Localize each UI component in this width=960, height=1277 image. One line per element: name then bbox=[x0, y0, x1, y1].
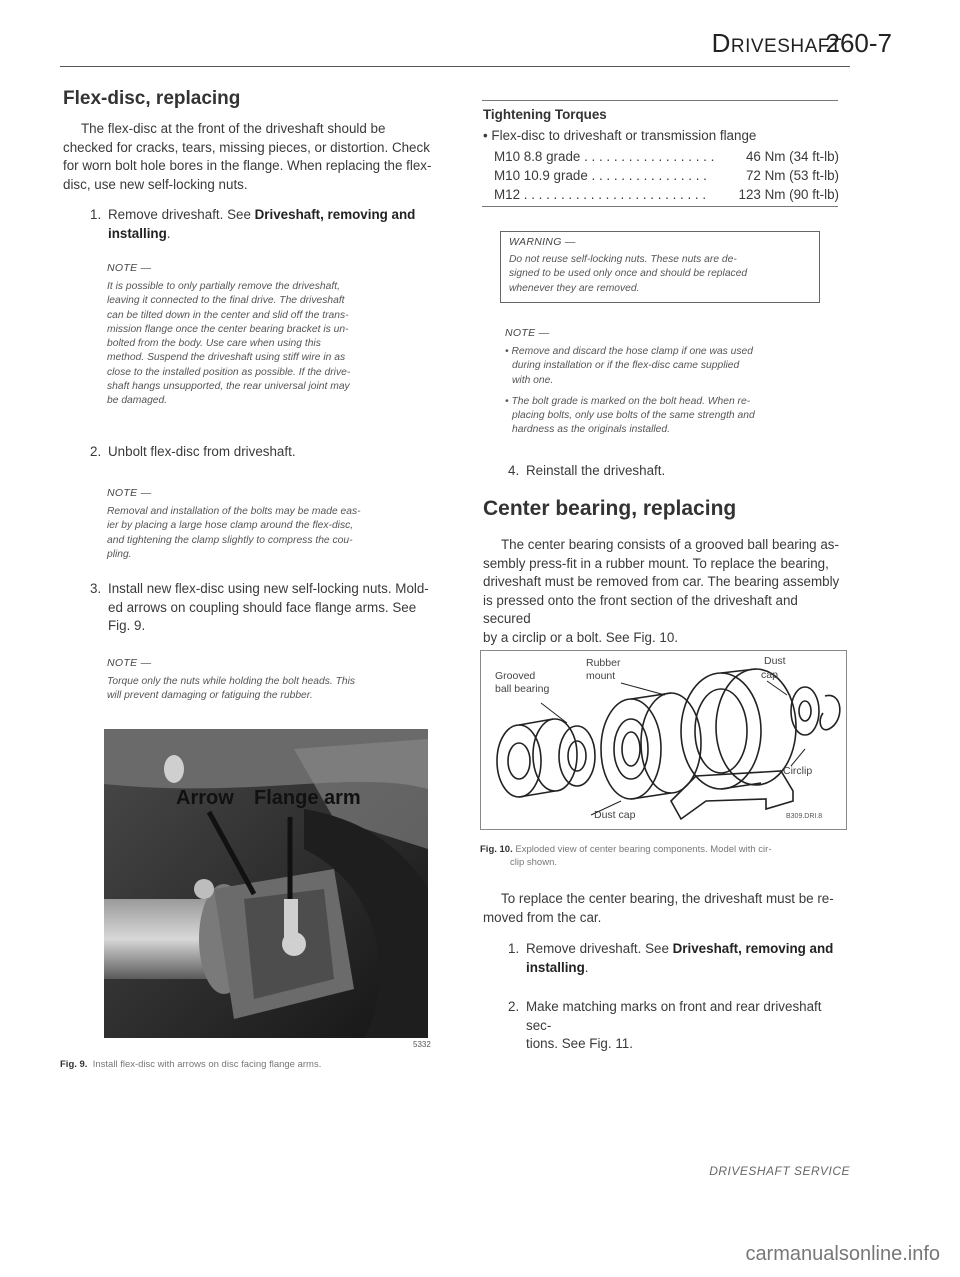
torque-value: 123 Nm (90 ft-lb) bbox=[738, 187, 839, 202]
torque-item: M10 8.8 grade bbox=[494, 149, 581, 164]
step-number: 4. bbox=[508, 463, 520, 478]
diagram-code: B309.DRI.8 bbox=[786, 813, 823, 820]
step-1 bbox=[90, 206, 440, 243]
center-bearing-intro bbox=[483, 536, 845, 647]
step-text-end: . bbox=[584, 959, 589, 975]
diagram-label-cap: cap bbox=[761, 669, 778, 681]
step-text: Remove driveshaft. See bbox=[526, 941, 673, 956]
paragraph-line: To replace the center bearing, the driveshaft must be re- bbox=[501, 891, 834, 906]
warning-label: WARNING — bbox=[509, 236, 576, 248]
procedure-link[interactable]: installing bbox=[108, 225, 167, 241]
step-text: Reinstall the driveshaft. bbox=[526, 463, 666, 478]
note-line: • Remove and discard the hose clamp if one was used bbox=[505, 346, 754, 357]
step-text-end: . bbox=[166, 225, 171, 241]
center-bearing-diagram bbox=[480, 650, 847, 830]
diagram-label-circlip: Circlip bbox=[783, 765, 813, 777]
warning-text bbox=[509, 253, 811, 296]
step-2 bbox=[90, 443, 440, 462]
note-line: can be tilted down in the center and slid off the trans- bbox=[107, 309, 349, 321]
running-head-rest: RIVESHAFT bbox=[730, 36, 842, 57]
torque-item: M10 10.9 grade bbox=[494, 168, 588, 183]
diagram-label-rubber: Rubber bbox=[586, 657, 621, 669]
note-line: will prevent damaging or fatiguing the rubber. bbox=[107, 690, 313, 702]
note-line: It is possible to only partially remove the driveshaft, bbox=[107, 281, 340, 292]
diagram-label-dust-cap: Dust cap bbox=[594, 809, 636, 821]
note-text bbox=[107, 280, 432, 409]
photo-code: 5332 bbox=[413, 1040, 431, 1049]
intro-line: driveshaft must be removed from car. The bearing assembly bbox=[483, 574, 840, 589]
running-head bbox=[712, 28, 842, 59]
fig-9-caption bbox=[60, 1058, 440, 1071]
note-text bbox=[107, 505, 432, 562]
figure-label: Fig. 10. bbox=[480, 844, 513, 855]
r-step-2 bbox=[508, 998, 848, 1054]
diagram-label-grooved: Grooved bbox=[495, 670, 536, 682]
note-2 bbox=[107, 487, 432, 562]
torque-title: Tightening Torques bbox=[483, 107, 607, 122]
step-text: Unbolt flex-disc from driveshaft. bbox=[108, 444, 296, 459]
note-bullet-1 bbox=[505, 345, 835, 388]
note-bullet-2 bbox=[505, 395, 835, 438]
replace-paragraph bbox=[483, 890, 845, 927]
note-3 bbox=[107, 657, 432, 704]
step-line: tions. See Fig. 11. bbox=[526, 1036, 633, 1051]
section-title-flex-disc: Flex-disc, replacing bbox=[63, 88, 241, 109]
step-number: 2. bbox=[90, 444, 102, 459]
step-number: 3. bbox=[90, 581, 102, 596]
note-line: method. Suspend the driveshaft using stiff wire in as bbox=[107, 352, 346, 364]
photo-label-flange-arm: Flange arm bbox=[254, 787, 361, 809]
header-rule bbox=[60, 66, 850, 67]
step-line: ed arrows on coupling should face flange arms. See bbox=[108, 599, 417, 615]
intro-line: by a circlip or a bolt. See Fig. 10. bbox=[483, 629, 679, 645]
warning-line: Do not reuse self-locking nuts. These nuts are de- bbox=[509, 254, 737, 265]
torque-row bbox=[494, 147, 839, 166]
figure-caption-text: Install flex-disc with arrows on disc facing flange arms. bbox=[92, 1059, 322, 1070]
photo-flex-disc bbox=[104, 729, 428, 1038]
step-3 bbox=[90, 580, 442, 636]
step-line: Install new flex-disc using new self-locking nuts. Mold- bbox=[108, 581, 429, 596]
note-line: Removal and installation of the bolts may be made eas- bbox=[107, 506, 361, 517]
section-title-center-bearing: Center bearing, replacing bbox=[483, 497, 737, 520]
figure-caption-text: clip shown. bbox=[510, 857, 557, 868]
note-label: NOTE — bbox=[505, 327, 550, 339]
note-label: NOTE — bbox=[107, 657, 152, 669]
warning-line: whenever they are removed. bbox=[509, 282, 640, 294]
torque-bottom-rule bbox=[482, 206, 838, 207]
diagram-label-mount: mount bbox=[586, 670, 616, 682]
photo-illustration bbox=[104, 729, 428, 1038]
intro-line: disc, use new self-locking nuts. bbox=[63, 176, 248, 192]
intro-line: The center bearing consists of a grooved ball bearing as- bbox=[501, 537, 839, 552]
footer-section-title: DRIVESHAFT SERVICE bbox=[709, 1164, 850, 1178]
step-number: 1. bbox=[508, 941, 520, 956]
procedure-link[interactable]: Driveshaft, removing and bbox=[672, 941, 834, 956]
exploded-bearing-drawing bbox=[481, 651, 846, 829]
torque-row bbox=[494, 166, 839, 185]
diagram-label-ball-bearing: ball bearing bbox=[495, 683, 550, 695]
torque-dots: . . . . . . . . . . . . . . . . . . . . . . . . . bbox=[520, 187, 710, 202]
note-line: and tightening the clamp slightly to compress the cou- bbox=[107, 534, 353, 546]
intro-line: The flex-disc at the front of the driveshaft should be bbox=[81, 121, 386, 136]
note-line: placing bolts, only use bolts of the same strength and bbox=[512, 410, 755, 422]
note-line: be damaged. bbox=[107, 395, 168, 407]
torque-bullet: • Flex-disc to driveshaft or transmission flange bbox=[483, 128, 757, 143]
step-number: 2. bbox=[508, 999, 520, 1014]
running-head-initial: D bbox=[711, 28, 731, 58]
note-right bbox=[505, 327, 835, 438]
procedure-link[interactable]: installing bbox=[526, 959, 585, 975]
warning-line: signed to be used only once and should be replaced bbox=[509, 268, 748, 280]
note-line: during installation or if the flex-disc came supplied bbox=[512, 360, 740, 372]
torque-value: 46 Nm (34 ft-lb) bbox=[745, 149, 839, 164]
note-line: pling. bbox=[107, 548, 132, 560]
note-label: NOTE — bbox=[107, 262, 152, 274]
torque-dots: . . . . . . . . . . . . . . . . . . bbox=[580, 149, 719, 164]
step-line: Fig. 9. bbox=[108, 618, 146, 633]
intro-line: is pressed onto the front section of the driveshaft and secured bbox=[483, 592, 798, 626]
step-4 bbox=[508, 462, 838, 481]
figure-label: Fig. 9. bbox=[60, 1059, 88, 1070]
paragraph-line: moved from the car. bbox=[483, 909, 602, 925]
torque-value: 72 Nm (53 ft-lb) bbox=[745, 168, 839, 183]
torque-dots: . . . . . . . . . . . . . . . . bbox=[587, 168, 711, 183]
torque-item: M12 bbox=[494, 187, 521, 202]
diagram-label-dust: Dust bbox=[764, 655, 786, 667]
note-line: leaving it connected to the final drive. The driveshaft bbox=[107, 295, 345, 307]
figure-caption-text: Exploded view of center bearing components. Model with cir- bbox=[515, 844, 772, 855]
note-line: Torque only the nuts while holding the bolt heads. This bbox=[107, 676, 356, 687]
note-text bbox=[107, 675, 432, 704]
note-line: close to the installed position as possible. If the drive- bbox=[107, 366, 351, 378]
torque-top-rule bbox=[482, 100, 838, 101]
intro-line: sembly press-fit in a rubber mount. To replace the bearing, bbox=[483, 555, 829, 571]
note-line: hardness as the originals installed. bbox=[512, 424, 670, 436]
r-step-1 bbox=[508, 940, 848, 977]
note-line: with one. bbox=[512, 374, 554, 386]
step-text: Remove driveshaft. See bbox=[108, 207, 255, 222]
torque-table bbox=[494, 147, 839, 204]
intro-paragraph bbox=[63, 120, 443, 194]
step-line: Make matching marks on front and rear driveshaft sec- bbox=[526, 999, 822, 1033]
note-label: NOTE — bbox=[107, 487, 152, 499]
intro-line: checked for cracks, tears, missing pieces, or distortion. Check bbox=[63, 139, 430, 155]
watermark: carmanualsonline.info bbox=[745, 1243, 940, 1265]
step-number: 1. bbox=[90, 207, 102, 222]
page-number: 260-7 bbox=[825, 28, 892, 58]
procedure-link[interactable]: Driveshaft, removing and bbox=[254, 207, 416, 222]
note-line: ier by placing a large hose clamp around the flex-disc, bbox=[107, 520, 354, 532]
torque-row bbox=[494, 185, 839, 204]
intro-line: for worn bolt hole bores in the flange. When replacing the flex- bbox=[63, 158, 432, 173]
photo-label-arrow: Arrow bbox=[176, 787, 234, 809]
note-line: shaft hangs unsupported, the rear universal joint may bbox=[107, 381, 350, 393]
fig-10-caption bbox=[480, 843, 845, 869]
note-line: bolted from the body. Use care when using this bbox=[107, 338, 321, 350]
note-1 bbox=[107, 262, 432, 409]
note-line: • The bolt grade is marked on the bolt head. When re- bbox=[505, 395, 751, 407]
warning-box bbox=[500, 231, 820, 303]
note-line: mission flange once the center bearing bracket is un- bbox=[107, 323, 349, 335]
